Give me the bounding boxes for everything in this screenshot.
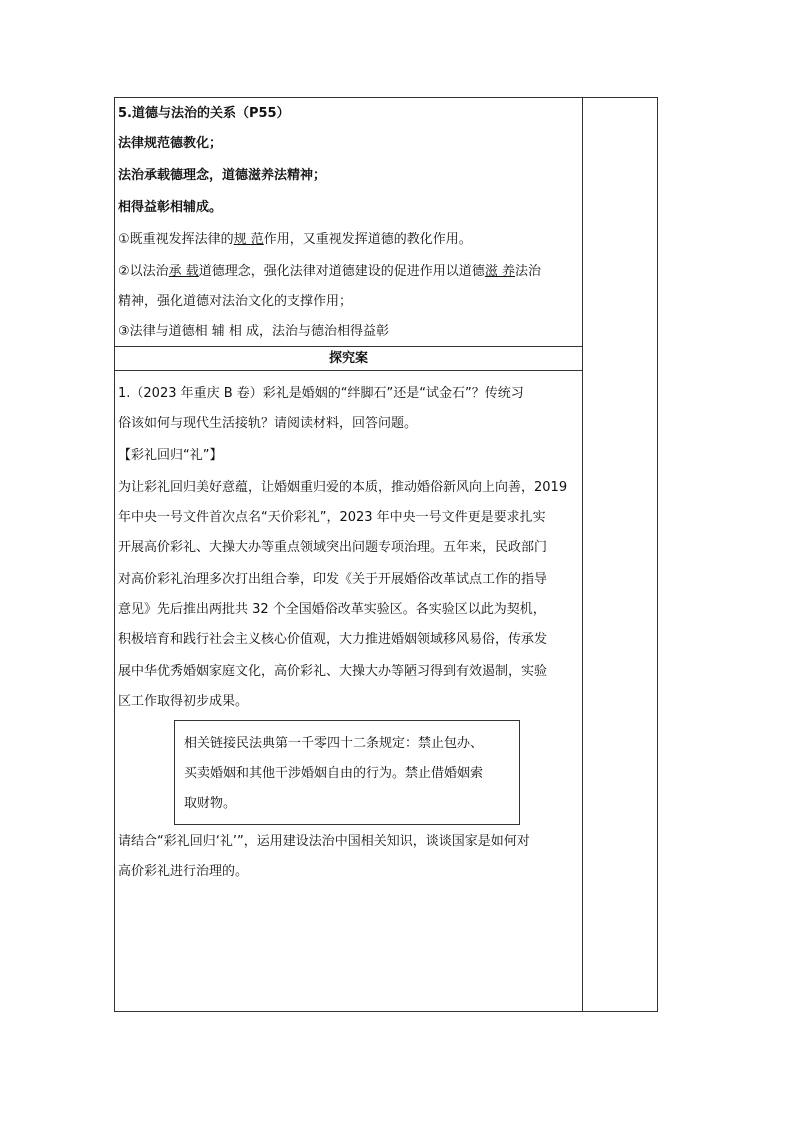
row-divider-bottom — [114, 370, 583, 371]
question-line-1: 1.（2023 年重庆 B 卷）彩礼是婚姻的“绊脚石”还是“试金石”？传统习 — [118, 386, 524, 401]
section-title: 5.道德与法治的关系（P55） — [118, 106, 290, 121]
item-2-prefix: ②以法治 — [118, 264, 169, 279]
link-box-line-1: 相关链接民法典第一千零四十二条规定：禁止包办、 — [184, 736, 484, 751]
item-3: ③法律与道德相 辅 相 成，法治与德治相得益彰 — [118, 324, 390, 339]
item-2 — [118, 262, 541, 282]
material-line-7: 展中华优秀婚姻家庭文化，高价彩礼、大操大办等陋习得到有效遏制，实验 — [118, 664, 548, 679]
item-2-line2: 精神，强化道德对法治文化的支撑作用； — [118, 294, 353, 309]
material-line-6: 积极培育和践行社会主义核心价值观，大力推进婚姻领域移风易俗，传承发 — [118, 632, 548, 647]
item-2-mid: 道德理念，强化法律对道德建设的促进作用以道德 — [198, 264, 485, 279]
row-divider-top — [114, 346, 583, 347]
link-box-line-3: 取财物。 — [184, 796, 237, 811]
material-line-4: 对高价彩礼治理多次打出组合拳，印发《关于开展婚俗改革试点工作的指导 — [118, 572, 548, 587]
item-1 — [118, 230, 472, 250]
task-line-2: 高价彩礼进行治理的。 — [118, 864, 249, 879]
task-line-1: 请结合“彩礼回归‘礼’”，运用建设法治中国相关知识，谈谈国家是如何对 — [118, 834, 530, 849]
item-1-term: 规 范 — [233, 232, 264, 247]
explore-header: 探究案 — [328, 351, 368, 366]
column-divider — [582, 97, 583, 1012]
point-2: 法治承载德理念，道德滋养法精神； — [118, 168, 327, 183]
item-1-prefix: ①既重视发挥法律的 — [118, 232, 234, 247]
item-2-term2: 滋 养 — [484, 264, 515, 279]
material-line-3: 开展高价彩礼、大操大办等重点领域突出问题专项治理。五年来，民政部门 — [118, 540, 548, 555]
material-line-1: 为让彩礼回归美好意蕴，让婚姻重归爱的本质，推动婚俗新风向上向善，2019 — [118, 480, 568, 495]
question-line-2: 俗该如何与现代生活接轨？请阅读材料，回答问题。 — [118, 416, 418, 431]
link-box-line-2: 买卖婚姻和其他干涉婚姻自由的行为。禁止借婚姻索 — [184, 766, 484, 781]
point-3: 相得益彰相辅成。 — [118, 200, 223, 215]
material-title: 【彩礼回归“礼”】 — [118, 448, 223, 463]
material-line-8: 区工作取得初步成果。 — [118, 694, 249, 709]
material-line-5: 意见》先后推出两批共 32 个全国婚俗改革实验区。各实验区以此为契机， — [118, 602, 546, 617]
item-1-suffix: 作用，又重视发挥道德的教化作用。 — [263, 232, 472, 247]
material-line-2: 年中央一号文件首次点名“天价彩礼”，2023 年中央一号文件更是要求扎实 — [118, 510, 546, 525]
item-2-term1: 承 载 — [168, 264, 199, 279]
item-2-suffix: 法治 — [514, 264, 541, 279]
point-1: 法律规范德教化； — [118, 136, 223, 151]
